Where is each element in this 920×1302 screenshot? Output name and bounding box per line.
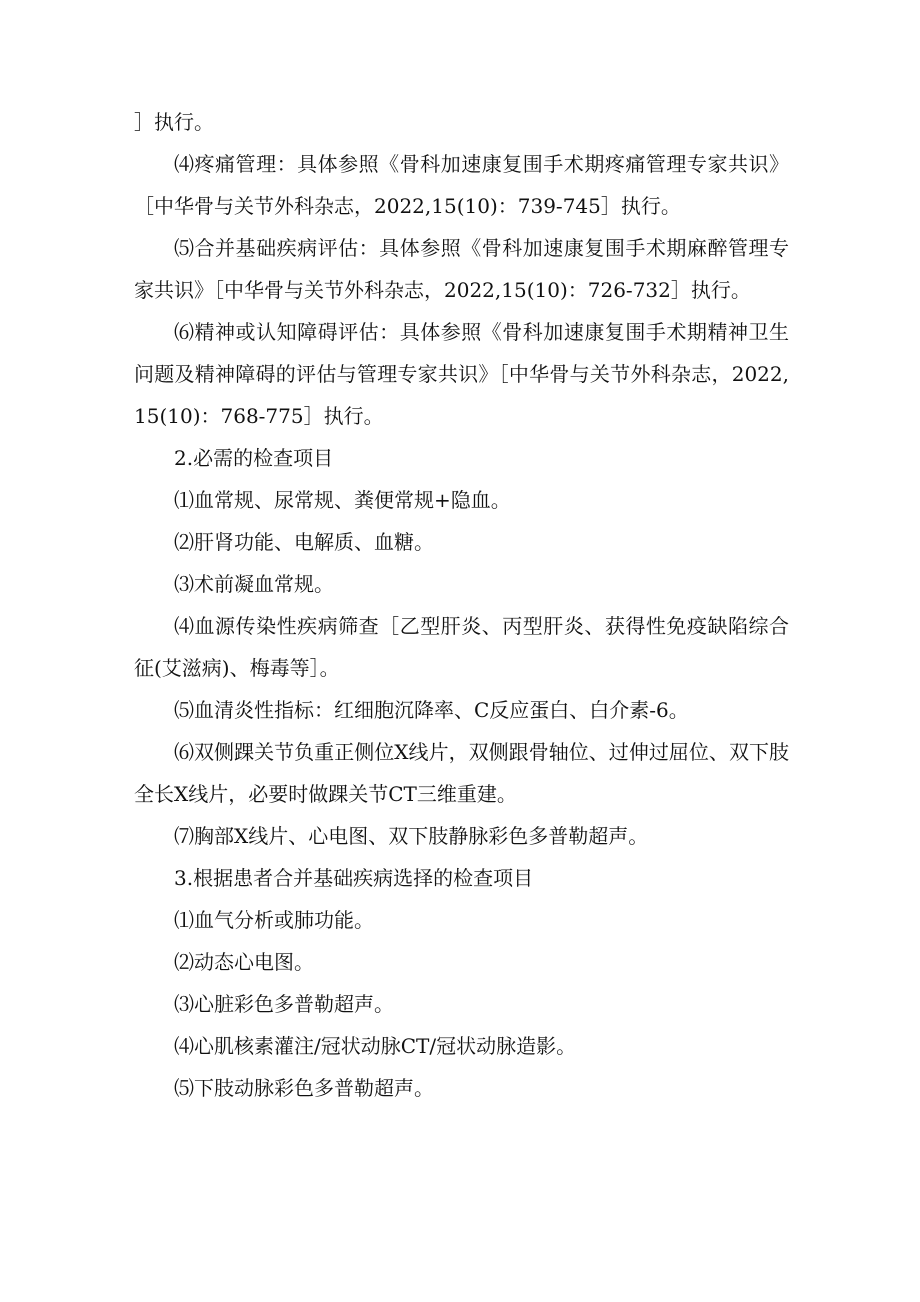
exam-item: ⑹双侧踝关节负重正侧位X线片，双侧跟骨轴位、过伸过屈位、双下肢全长X线片，必要时做踝关节CT三维重建。	[134, 740, 789, 806]
exam-item: ⑵肝肾功能、电解质、血糖。	[174, 530, 434, 554]
optional-exam-item: ⑷心肌核素灌注/冠状动脉CT/冠状动脉造影。	[174, 1034, 577, 1058]
exam-item: ⑸血清炎性指标：红细胞沉降率、C反应蛋白、白介素-6。	[174, 698, 689, 722]
optional-exam-item: ⑴血气分析或肺功能。	[174, 908, 374, 932]
exam-item: ⑶术前凝血常规。	[174, 572, 334, 596]
section-heading-required-exams: 2.必需的检查项目	[174, 446, 334, 470]
section-heading-optional-exams: 3.根据患者合并基础疾病选择的检查项目	[174, 866, 534, 890]
optional-exam-item: ⑵动态心电图。	[174, 950, 314, 974]
exam-item: ⑺胸部X线片、心电图、双下肢静脉彩色多普勒超声。	[174, 824, 649, 848]
optional-exam-item: ⑸下肢动脉彩色多普勒超声。	[174, 1076, 434, 1100]
exam-item: ⑴血常规、尿常规、粪便常规+隐血。	[174, 488, 511, 512]
pain-management-item: ⑷疼痛管理：具体参照《骨科加速康复围手术期疼痛管理专家共识》［中华骨与关节外科杂志，2022,15(10)：739-745］执行。	[134, 152, 789, 218]
document-body	[134, 101, 789, 1109]
optional-exam-item: ⑶心脏彩色多普勒超声。	[174, 992, 394, 1016]
comorbidity-assessment-item: ⑸合并基础疾病评估：具体参照《骨科加速康复围手术期麻醉管理专家共识》［中华骨与关节外科杂志，2022,15(10)：726-732］执行。	[134, 236, 789, 302]
exam-item: ⑷血源传染性疾病筛查［乙型肝炎、丙型肝炎、获得性免疫缺陷综合征(艾滋病)、梅毒等］。	[134, 614, 789, 680]
mental-cognitive-assessment-item: ⑹精神或认知障碍评估：具体参照《骨科加速康复围手术期精神卫生问题及精神障碍的评估与管理专家共识》［中华骨与关节外科杂志，2022,15(10)：768-775］执行。	[134, 320, 789, 428]
continuation-paragraph: ］执行。	[134, 110, 214, 134]
